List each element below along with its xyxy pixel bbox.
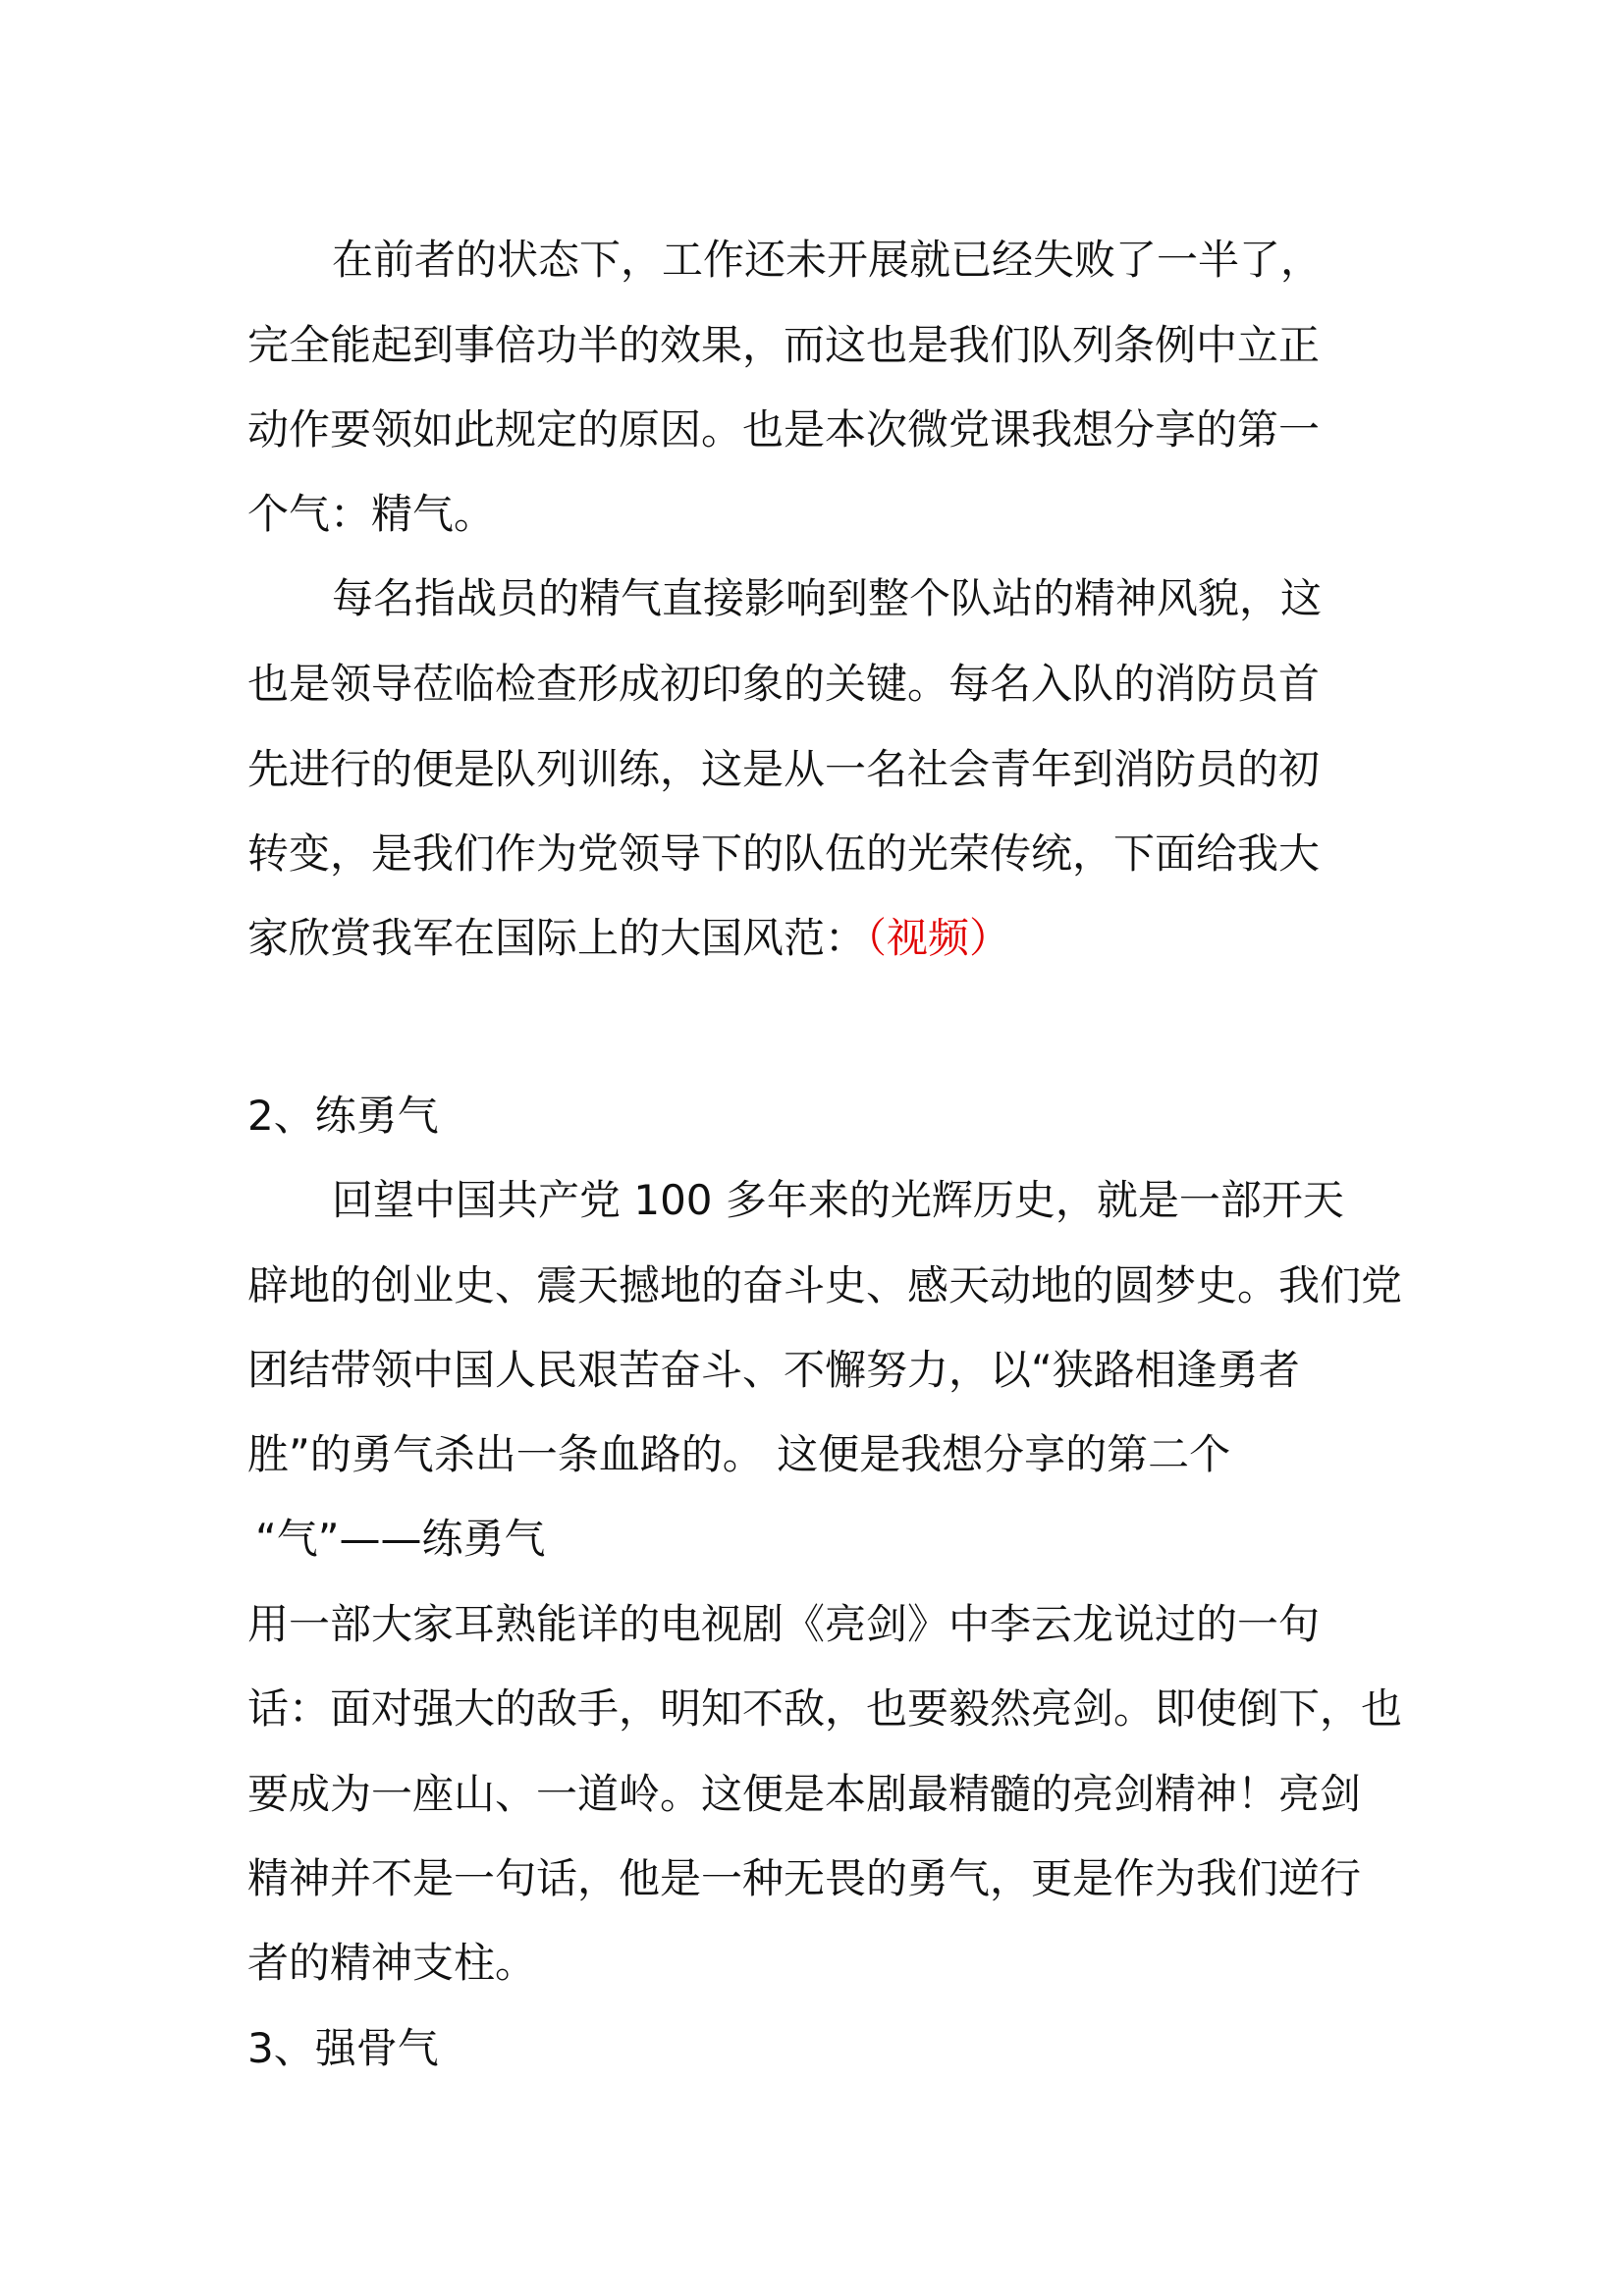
- paragraph-1-line-3: 动作要领如此规定的原因。也是本次微党课我想分享的第一: [247, 405, 1321, 454]
- paragraph-2-line-1: 每名指战员的精气直接影响到整个队站的精神风貌，这: [332, 574, 1323, 622]
- paragraph-2-line-4: 转变，是我们作为党领导下的队伍的光荣传统，下面给我大: [247, 829, 1321, 878]
- paragraph-2-line-5: [247, 909, 1010, 968]
- paragraph-4-line-2: 话：面对强大的敌手，明知不敌，也要毅然亮剑。即使倒下，也: [247, 1684, 1403, 1733]
- paragraph-4-line-5: 者的精神支柱。: [247, 1939, 537, 1987]
- paragraph-3-line-4: 胜”的勇气杀出一条血路的。 这便是我想分享的第二个: [247, 1430, 1231, 1478]
- section-2-heading: 2、练勇气: [247, 1092, 439, 1140]
- paragraph-2-line-5-text: 家欣赏我军在国际上的大国风范：: [247, 914, 867, 962]
- paragraph-3-line-1: 回望中国共产党 100 多年来的光辉历史，就是一部开天: [332, 1176, 1344, 1224]
- paragraph-3-line-5: “气”——练勇气: [255, 1515, 546, 1563]
- paragraph-2-line-3: 先进行的便是队列训练，这是从一名社会青年到消防员的初: [247, 745, 1321, 793]
- section-3-heading: 3、强骨气: [247, 2024, 439, 2072]
- paragraph-1-line-1: 在前者的状态下，工作还未开展就已经失败了一半了，: [332, 236, 1323, 284]
- paragraph-3-line-2: 辟地的创业史、震天撼地的奋斗史、感天动地的圆梦史。我们党: [247, 1261, 1403, 1309]
- paragraph-1-line-4: 个气：精气。: [247, 490, 496, 538]
- paragraph-3-line-3: 团结带领中国人民艰苦奋斗、不懈努力，以“狭路相逢勇者: [247, 1346, 1300, 1394]
- paragraph-4-line-3: 要成为一座山、一道岭。这便是本剧最精髓的亮剑精神！亮剑: [247, 1770, 1362, 1818]
- video-note: （视频）: [866, 914, 1011, 962]
- paragraph-4-line-4: 精神并不是一句话，他是一种无畏的勇气，更是作为我们逆行: [247, 1854, 1362, 1902]
- paragraph-1-line-2: 完全能起到事倍功半的效果，而这也是我们队列条例中立正: [247, 321, 1321, 369]
- paragraph-2-line-2: 也是领导莅临检查形成初印象的关键。每名入队的消防员首: [247, 660, 1321, 708]
- paragraph-4-line-1: 用一部大家耳熟能详的电视剧《亮剑》中李云龙说过的一句: [247, 1600, 1321, 1648]
